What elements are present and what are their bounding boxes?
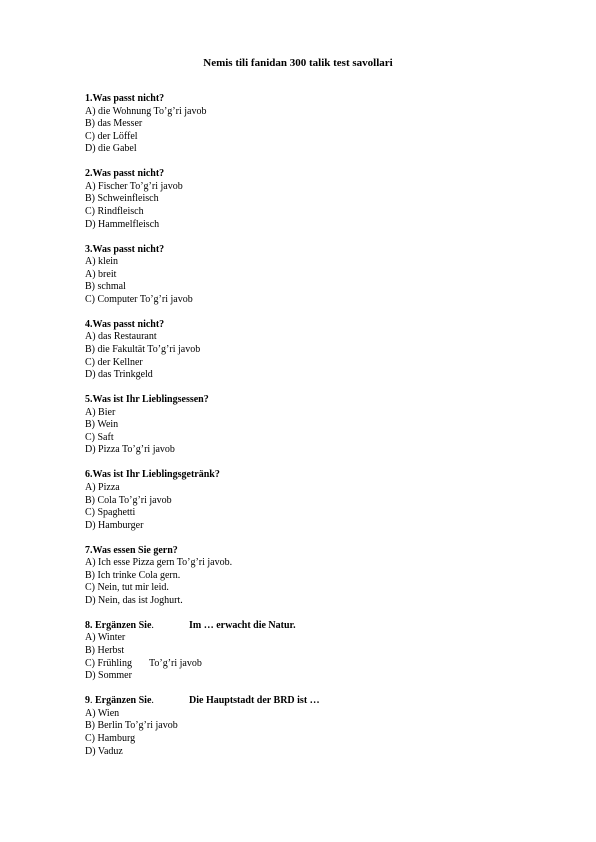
question-dot: .: [151, 695, 154, 707]
answer-option: C) Rindfleisch: [85, 206, 144, 218]
question-heading: [85, 695, 545, 708]
answer-option: D) Vaduz: [85, 745, 123, 757]
answer-option: A) Ich esse Pizza gern To’g’ri javob.: [85, 557, 233, 569]
answer-option: B) Wein: [85, 419, 119, 431]
question-3: [85, 244, 545, 307]
question-heading: 6.Was ist Ihr Lieblingsgetränk?: [85, 469, 220, 481]
question-7: [85, 545, 545, 608]
questions-list: [85, 93, 545, 770]
answer-option: D) Pizza To’g’ri javob: [85, 444, 175, 456]
answer-option: A) das Restaurant: [85, 331, 157, 343]
answer-option: C) Computer To’g’ri javob: [85, 293, 193, 305]
correct-answer-marker: To’g’ri javob: [148, 657, 202, 669]
question-9: [85, 695, 545, 758]
answer-option: C) Hamburg: [85, 732, 136, 744]
question-number: 8. Ergänzen Sie: [85, 619, 152, 631]
question-heading: [85, 620, 545, 633]
answer-option: A) Winter: [85, 632, 126, 644]
answer-option: B) Berlin To’g’ri javob: [85, 720, 178, 732]
answer-option: A) Pizza: [85, 481, 120, 493]
answer-option: B) Herbst: [85, 645, 125, 657]
answer-option: D) Hammelfleisch: [85, 218, 160, 230]
answer-option: A) breit: [85, 268, 117, 280]
answer-option: B) Ich trinke Cola gern.: [85, 569, 181, 581]
document-title: Nemis tili fanidan 300 talik test savollari: [203, 57, 393, 69]
answer-option: B) die Fakultät To’g’ri javob: [85, 343, 201, 355]
question-heading: 4.Was passt nicht?: [85, 318, 165, 330]
question-dot: .: [151, 619, 154, 631]
answer-option: A) Bier: [85, 406, 116, 418]
answer-option: D) Nein, das ist Joghurt.: [85, 594, 183, 606]
question-heading: 7.Was essen Sie gern?: [85, 544, 178, 556]
question-5: [85, 394, 545, 457]
question-4: [85, 319, 545, 382]
question-heading: 1.Was passt nicht?: [85, 93, 165, 104]
answer-option: A) klein: [85, 256, 119, 268]
answer-option-text: C) Frühling: [85, 657, 132, 669]
question-heading: 3.Was passt nicht?: [85, 243, 165, 255]
answer-option: D) Sommer: [85, 670, 132, 682]
answer-option-c: [85, 658, 545, 671]
answer-option: B) Schweinfleisch: [85, 193, 159, 205]
question-1: [85, 93, 545, 156]
question-2: [85, 168, 545, 231]
question-prompt: Im … erwacht die Natur.: [189, 619, 296, 631]
answer-option: C) der Kellner: [85, 356, 143, 368]
answer-option: B) schmal: [85, 281, 126, 293]
answer-option: B) Cola To’g’ri javob: [85, 494, 172, 506]
answer-option: D) das Trinkgeld: [85, 369, 153, 381]
answer-option: C) der Löffel: [85, 130, 138, 142]
answer-option: C) Nein, tut mir leid.: [85, 582, 169, 594]
answer-option: A) die Wohnung To’g’ri javob: [85, 105, 207, 117]
question-8: [85, 620, 545, 683]
question-instruction: Ergänzen Sie: [92, 695, 152, 707]
answer-option: B) das Messer: [85, 118, 143, 130]
answer-option: A) Fischer To’g’ri javob: [85, 180, 183, 192]
question-heading: 2.Was passt nicht?: [85, 168, 165, 180]
question-prompt: Die Hauptstadt der BRD ist …: [189, 695, 320, 707]
question-number: 9: [85, 695, 90, 707]
answer-option: D) die Gabel: [85, 143, 137, 155]
answer-option: C) Saft: [85, 431, 114, 443]
question-number-dot: .: [90, 695, 93, 707]
answer-option: C) Spaghetti: [85, 507, 136, 519]
answer-option: D) Hamburger: [85, 519, 144, 531]
question-heading: 5.Was ist Ihr Lieblingsessen?: [85, 394, 209, 406]
answer-option: A) Wien: [85, 707, 120, 719]
question-6: [85, 469, 545, 532]
